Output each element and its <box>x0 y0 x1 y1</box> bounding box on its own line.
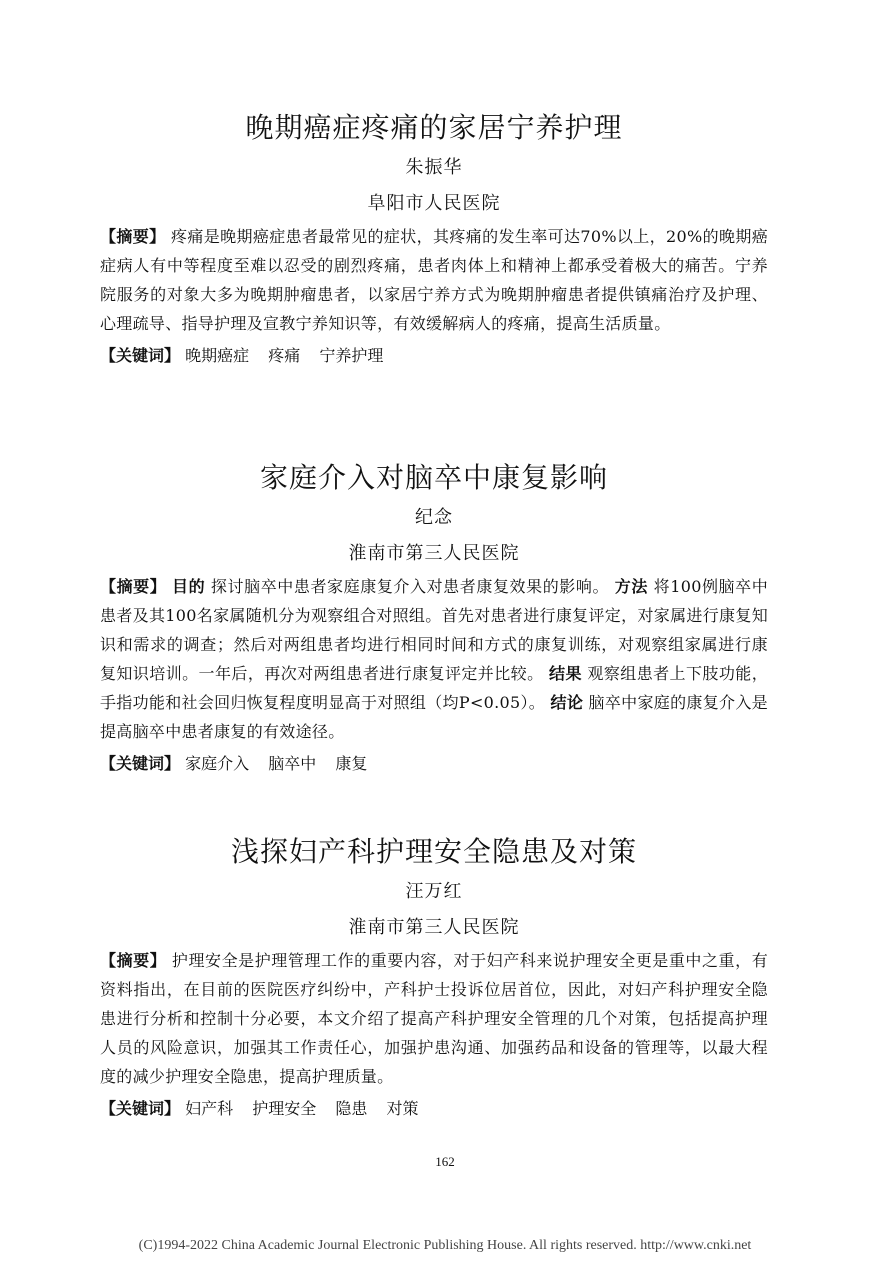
keyword: 妇产科 <box>185 1099 234 1118</box>
copyright-footer: (C)1994-2022 China Academic Journal Electronic Publishing House. All rights reserved. http://www.cnki.net <box>138 1238 752 1253</box>
article-keywords <box>100 1095 768 1123</box>
keyword: 脑卒中 <box>268 754 317 773</box>
article-author: 纪念 <box>415 507 453 528</box>
keyword: 疼痛 <box>268 346 301 365</box>
article-1 <box>100 110 768 370</box>
page-number: 162 <box>435 1154 455 1169</box>
article-author: 汪万红 <box>405 881 463 902</box>
article-keywords <box>100 750 768 778</box>
abstract-tag: 【摘要】 <box>100 951 167 970</box>
keywords-tag: 【关键词】 <box>100 1099 181 1118</box>
keywords-tag: 【关键词】 <box>100 346 181 365</box>
abstract-tag: 【摘要】 <box>100 577 167 596</box>
conclusion-label: 结论 <box>550 693 584 712</box>
abstract-text: 疼痛是晚期癌症患者最常见的症状，其疼痛的发生率可达70%以上，20%的晚期癌症病人有中等程度至难以忍受的剧烈疼痛，患者肉体上和精神上都承受着极大的痛苦。宁养院服务的对象大多为晚期肿瘤患者，以家居宁养方式为晚期肿瘤患者提供镇痛治疗及护理、心理疏导、指导护理及宣教宁养知识等，有效缓解病人的疼痛，提高生活质量。 <box>100 227 769 333</box>
keyword: 隐患 <box>335 1099 368 1118</box>
result-label: 结果 <box>549 664 582 683</box>
article-abstract <box>100 222 768 338</box>
article-keywords <box>100 342 768 370</box>
article-2 <box>100 460 768 778</box>
article-title: 家庭介入对脑卒中康复影响 <box>259 461 608 494</box>
keyword: 宁养护理 <box>319 346 384 365</box>
article-affiliation: 阜阳市人民医院 <box>367 193 501 214</box>
objective-text: 探讨脑卒中患者家庭康复介入对患者康复效果的影响。 <box>210 577 610 596</box>
abstract-text: 护理安全是护理管理工作的重要内容，对于妇产科来说护理安全更是重中之重，有资料指出，在目前的医院医疗纠纷中，产科护士投诉位居首位，因此，对妇产科护理安全隐患进行分析和控制十分必要，本文介绍了提高产科护理安全管理的几个对策，包括提高护理人员的风险意识，加强其工作责任心，加强护患沟通、加强药品和设备的管理等，以最大程度的减少护理安全隐患，提高护理质量。 <box>100 951 768 1086</box>
keyword: 康复 <box>335 754 368 773</box>
result-text: 观察组患者上下肢功能，手指功能和社会回归恢复程度明显高于对照组（均P<0.05）。 <box>100 664 768 712</box>
article-title: 晚期癌症疼痛的家居宁养护理 <box>245 111 623 144</box>
article-affiliation: 淮南市第三人民医院 <box>348 543 520 564</box>
article-affiliation: 淮南市第三人民医院 <box>348 917 520 938</box>
article-author: 朱振华 <box>405 157 463 178</box>
method-label: 方法 <box>614 577 648 596</box>
keyword: 晚期癌症 <box>185 346 250 365</box>
article-abstract <box>100 946 768 1091</box>
abstract-tag: 【摘要】 <box>100 227 166 246</box>
article-title: 浅探妇产科护理安全隐患及对策 <box>230 835 637 868</box>
keyword: 家庭介入 <box>185 754 250 773</box>
keywords-tag: 【关键词】 <box>100 754 181 773</box>
article-abstract <box>100 572 768 746</box>
keyword: 护理安全 <box>252 1099 317 1118</box>
article-3 <box>100 834 768 1123</box>
conclusion-text: 脑卒中家庭的康复介入是提高脑卒中患者康复的有效途径。 <box>100 693 768 741</box>
objective-label: 目的 <box>172 577 206 596</box>
keyword: 对策 <box>386 1099 419 1118</box>
method-text: 将100例脑卒中患者及其100名家属随机分为观察组合对照组。首先对患者进行康复评定，对家属进行康复知识和需求的调查；然后对两组患者均进行相同时间和方式的康复训练，对观察组家属进行康复知识培训。一年后，再次对两组患者进行康复评定并比较。 <box>100 577 769 683</box>
